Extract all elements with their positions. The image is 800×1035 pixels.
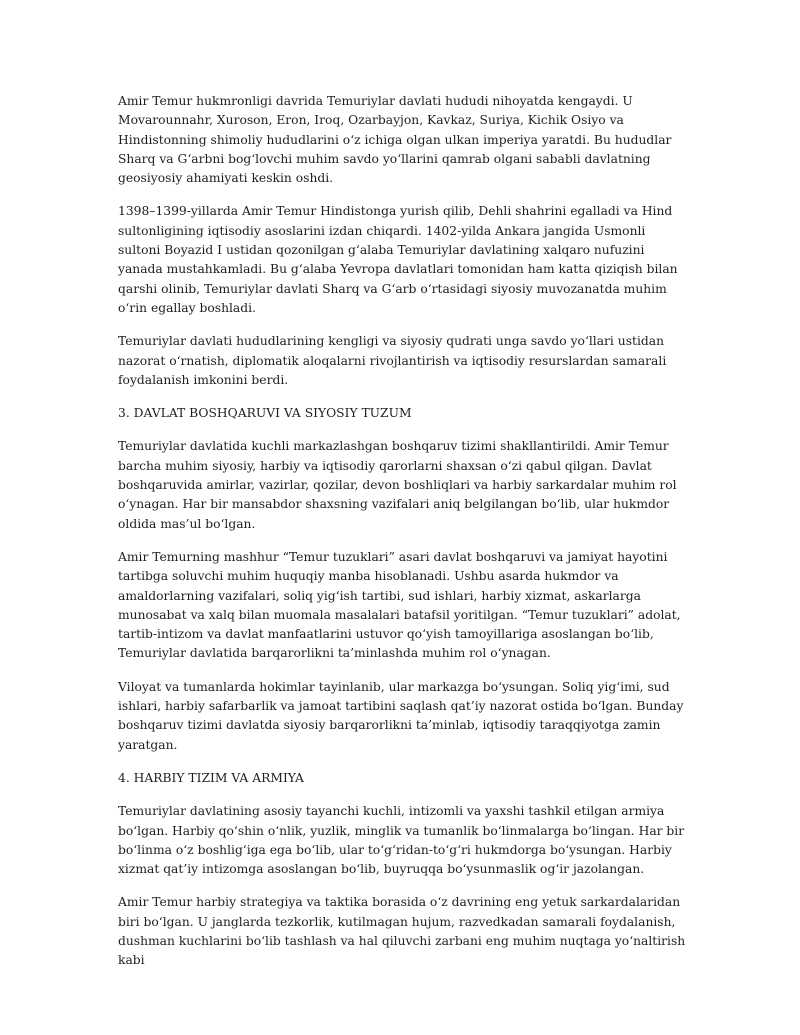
- paragraph: 1398–1399-yillarda Amir Temur Hindistonga yurish qilib, Dehli shahrini egalladi va Hind sultonligining iqtisodiy asoslarini izdan chiqardi. 1402-yilda Ankara jangida Usmonli sultoni Boyazid I ustidan qozonilgan g‘alaba Temuriylar davlatining xalqaro nufuzini yanada mustahkamladi. Bu g‘alaba Yevropa davlatlari tomonidan ham katta qiziqish bilan qarshi olinib, Temuriylar davlati Sharq va G‘arb o‘rtasidagi siyosiy muvozanatda muhim o‘rin egallay boshladi.: [118, 204, 678, 315]
- paragraph: Viloyat va tumanlarda hokimlar tayinlanib, ular markazga bo‘ysungan. Soliq yig‘imi, sud ishlari, harbiy safarbarlik va jamoat tartibini saqlash qat’iy nazorat ostida bo‘lgan. Bunday boshqaruv tizimi davlatda siyosiy barqarorlikni ta’minlab, iqtisodiy taraqqiyotga zamin yaratgan.: [118, 679, 684, 752]
- paragraph: Amir Temurning mashhur “Temur tuzuklari” asari davlat boshqaruvi va jamiyat hayotini tartibga soluvchi muhim huquqiy manba hisoblanadi. Ushbu asarda hukmdor va amaldorlarning vazifalari, soliq yig‘ish tartibi, sud ishlari, harbiy xizmat, askarlarga munosabat va xalq bilan muomala masalalari batafsil yoritilgan. “Temur tuzuklari” adolat, tartib-intizom va davlat manfaatlarini ustuvor qo‘yish tamoyillariga asoslangan bo‘lib, Temuriylar davlatida barqarorlikni ta’minlashda muhim rol o‘ynagan.: [118, 549, 681, 661]
- section-heading: 3. DAVLAT BOSHQARUVI VA SIYOSIY TUZUM: [118, 406, 412, 421]
- paragraph: Amir Temur harbiy strategiya va taktika borasida o‘z davrining eng yetuk sarkardalaridan biri bo‘lgan. U janglarda tezkorlik, kutilmagan hujum, razvedkadan samarali foydalanish, dushman kuchlarini bo‘lib tashlash va hal qiluvchi zarbani eng muhim nuqtaga yo‘naltirish kabi: [118, 895, 686, 968]
- paragraph: Temuriylar davlatining asosiy tayanchi kuchli, intizomli va yaxshi tashkil etilgan armiya bo‘lgan. Harbiy qo‘shin o‘nlik, yuzlik, minglik va tumanlik bo‘linmalarga bo‘lingan. Har bir bo‘linma o‘z boshlig‘iga ega bo‘lib, ular to‘g‘ridan-to‘g‘ri hukmdorga bo‘ysungan. Harbiy xizmat qat’iy intizomga asoslangan bo‘lib, buyruqqa bo‘ysunmaslik og‘ir jazolangan.: [118, 804, 685, 877]
- paragraph: Amir Temur hukmronligi davrida Temuriylar davlati hududi nihoyatda kengaydi. U Movarounnahr, Xuroson, Eron, Iroq, Ozarbayjon, Kavkaz, Suriya, Kichik Osiyo va Hindistonning shimoliy hududlarini o‘z ichiga olgan ulkan imperiya yaratdi. Bu hududlar Sharq va G‘arbni bog‘lovchi muhim savdo yo‘llarini qamrab olgani sababli davlatning geosiyosiy ahamiyati keskin oshdi.: [118, 94, 672, 186]
- paragraph: Temuriylar davlati hududlarining kengligi va siyosiy qudrati unga savdo yo‘llari ustidan nazorat o‘rnatish, diplomatik aloqalarni rivojlantirish va iqtisodiy resurslardan samarali foydalanish imkonini berdi.: [118, 334, 667, 387]
- section-heading: 4. HARBIY TIZIM VA ARMIYA: [118, 770, 304, 785]
- paragraph: Temuriylar davlatida kuchli markazlashgan boshqaruv tizimi shakllantirildi. Amir Temur barcha muhim siyosiy, harbiy va iqtisodiy qarorlarni shaxsan o‘zi qabul qilgan. Davlat boshqaruvida amirlar, vazirlar, qozilar, devon boshliqlari va harbiy sarkardalar muhim rol o‘ynagan. Har bir mansabdor shaxsning vazifalari aniq belgilangan bo‘lib, ular hukmdor oldida mas’ul bo‘lgan.: [118, 439, 677, 531]
- document-page: [118, 92, 688, 985]
